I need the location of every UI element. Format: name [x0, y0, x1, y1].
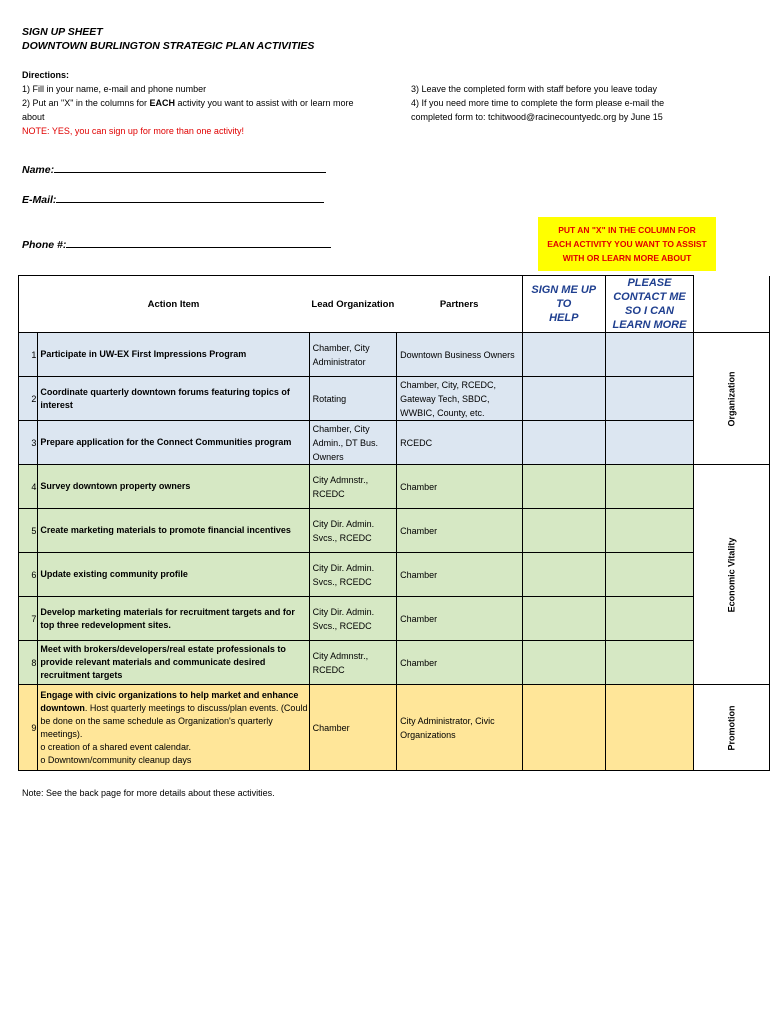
row-number: 7	[19, 597, 38, 641]
contact-me-checkbox[interactable]	[605, 553, 693, 597]
callout-line-3: WITH OR LEARN MORE ABOUT	[562, 253, 692, 263]
email-field[interactable]	[22, 194, 324, 206]
direction-2-cont: about	[22, 112, 45, 122]
name-label: Name:	[22, 164, 55, 176]
footer-note: Note: See the back page for more details about these activities.	[22, 788, 275, 798]
lead-organization: City Dir. Admin. Svcs., RCEDC	[309, 597, 396, 641]
name-line[interactable]	[54, 172, 326, 173]
note-text: NOTE: YES, you can sign up for more than one activity!	[22, 126, 244, 136]
table-row	[19, 685, 770, 771]
row-number: 3	[19, 421, 38, 465]
direction-4: 4) If you need more time to complete the form please e-mail the	[411, 98, 665, 108]
partners: Downtown Business Owners	[397, 333, 523, 377]
lead-organization: Chamber, City Administrator	[309, 333, 396, 377]
action-item: Prepare application for the Connect Communities program	[38, 421, 309, 465]
header-partners: Partners	[397, 276, 523, 333]
sign-up-checkbox[interactable]	[522, 641, 605, 685]
category-economic-vitality: Economic Vitality	[694, 465, 770, 685]
partners: Chamber, City, RCEDC, Gateway Tech, SBDC, WWBIC, County, etc.	[397, 377, 523, 421]
direction-4-cont: completed form to: tchitwood@racinecountyedc.org by June 15	[411, 112, 663, 122]
lead-organization: Chamber, City Admin., DT Bus. Owners	[309, 421, 396, 465]
partners: Chamber	[397, 465, 523, 509]
partners: Chamber	[397, 509, 523, 553]
sign-up-checkbox[interactable]	[522, 421, 605, 465]
direction-2: 2) Put an "X" in the columns for EACH activity you want to assist with or learn more	[22, 98, 354, 108]
table-header-row	[19, 276, 770, 333]
table-row	[19, 377, 770, 421]
partners: Chamber	[397, 641, 523, 685]
contact-me-checkbox[interactable]	[605, 685, 693, 771]
header-lead: Lead Organization	[309, 276, 396, 333]
sign-up-checkbox[interactable]	[522, 465, 605, 509]
action-item: Engage with civic organizations to help market and enhance downtown. Host quarterly meetings to discuss/plan events. (Could be done on the same schedule as Organization's quarterly meetings). o creation of a shared event calendar. o Downtown/community cleanup days	[38, 685, 309, 771]
action-item: Meet with brokers/developers/real estate professionals to provide relevant materials and communicate desired recruitment targets	[38, 641, 309, 685]
table-row	[19, 333, 770, 377]
sign-up-checkbox[interactable]	[522, 685, 605, 771]
action-item: Coordinate quarterly downtown forums featuring topics of interest	[38, 377, 309, 421]
row-number: 5	[19, 509, 38, 553]
category-organization: Organization	[694, 333, 770, 465]
sheet-title: SIGN UP SHEET	[22, 26, 103, 38]
contact-me-checkbox[interactable]	[605, 377, 693, 421]
lead-organization: City Admnstr., RCEDC	[309, 641, 396, 685]
header-sign-up: SIGN ME UP TO HELP	[522, 276, 605, 333]
contact-me-checkbox[interactable]	[605, 641, 693, 685]
table-row	[19, 597, 770, 641]
directions-right	[411, 82, 741, 124]
direction-1: 1) Fill in your name, e-mail and phone number	[22, 84, 207, 94]
action-item: Participate in UW-EX First Impressions Program	[38, 333, 309, 377]
row-number: 2	[19, 377, 38, 421]
partners: City Administrator, Civic Organizations	[397, 685, 523, 771]
table-row	[19, 641, 770, 685]
action-item: Create marketing materials to promote financial incentives	[38, 509, 309, 553]
row-number: 4	[19, 465, 38, 509]
lead-organization: City Dir. Admin. Svcs., RCEDC	[309, 553, 396, 597]
partners: RCEDC	[397, 421, 523, 465]
contact-me-checkbox[interactable]	[605, 509, 693, 553]
directions-left	[22, 68, 392, 138]
phone-line[interactable]	[66, 247, 331, 248]
sign-up-checkbox[interactable]	[522, 509, 605, 553]
action-item: Survey downtown property owners	[38, 465, 309, 509]
contact-me-checkbox[interactable]	[605, 421, 693, 465]
callout-line-1: PUT AN "X" IN THE COLUMN FOR	[558, 225, 696, 235]
lead-organization: Rotating	[309, 377, 396, 421]
lead-organization: Chamber	[309, 685, 396, 771]
action-item: Update existing community profile	[38, 553, 309, 597]
header-action: Action Item	[38, 276, 309, 333]
category-promotion: Promotion	[694, 685, 770, 771]
sign-up-checkbox[interactable]	[522, 333, 605, 377]
table-row	[19, 465, 770, 509]
sign-up-checkbox[interactable]	[522, 553, 605, 597]
sign-up-checkbox[interactable]	[522, 377, 605, 421]
sheet-subtitle: DOWNTOWN BURLINGTON STRATEGIC PLAN ACTIVITIES	[22, 40, 315, 52]
lead-organization: City Dir. Admin. Svcs., RCEDC	[309, 509, 396, 553]
action-item: Develop marketing materials for recruitment targets and for top three redevelopment sites.	[38, 597, 309, 641]
email-label: E-Mail:	[22, 194, 57, 206]
contact-me-checkbox[interactable]	[605, 597, 693, 641]
callout-line-2: EACH ACTIVITY YOU WANT TO ASSIST	[547, 239, 707, 249]
header-contact: PLEASE CONTACT ME SO I CAN LEARN MORE	[605, 276, 693, 333]
row-number: 8	[19, 641, 38, 685]
row-number: 6	[19, 553, 38, 597]
email-line[interactable]	[56, 202, 324, 203]
partners: Chamber	[397, 597, 523, 641]
direction-3: 3) Leave the completed form with staff before you leave today	[411, 84, 657, 94]
contact-me-checkbox[interactable]	[605, 465, 693, 509]
phone-field[interactable]	[22, 239, 331, 251]
row-number: 9	[19, 685, 38, 771]
table-row	[19, 421, 770, 465]
directions-label: Directions:	[22, 70, 70, 80]
table-row	[19, 509, 770, 553]
sign-up-checkbox[interactable]	[522, 597, 605, 641]
row-number: 1	[19, 333, 38, 377]
partners: Chamber	[397, 553, 523, 597]
lead-organization: City Admnstr., RCEDC	[309, 465, 396, 509]
activities-table	[18, 275, 770, 771]
instruction-callout	[538, 217, 716, 271]
table-row	[19, 553, 770, 597]
name-field[interactable]	[22, 164, 326, 176]
contact-me-checkbox[interactable]	[605, 333, 693, 377]
phone-label: Phone #:	[22, 239, 67, 251]
